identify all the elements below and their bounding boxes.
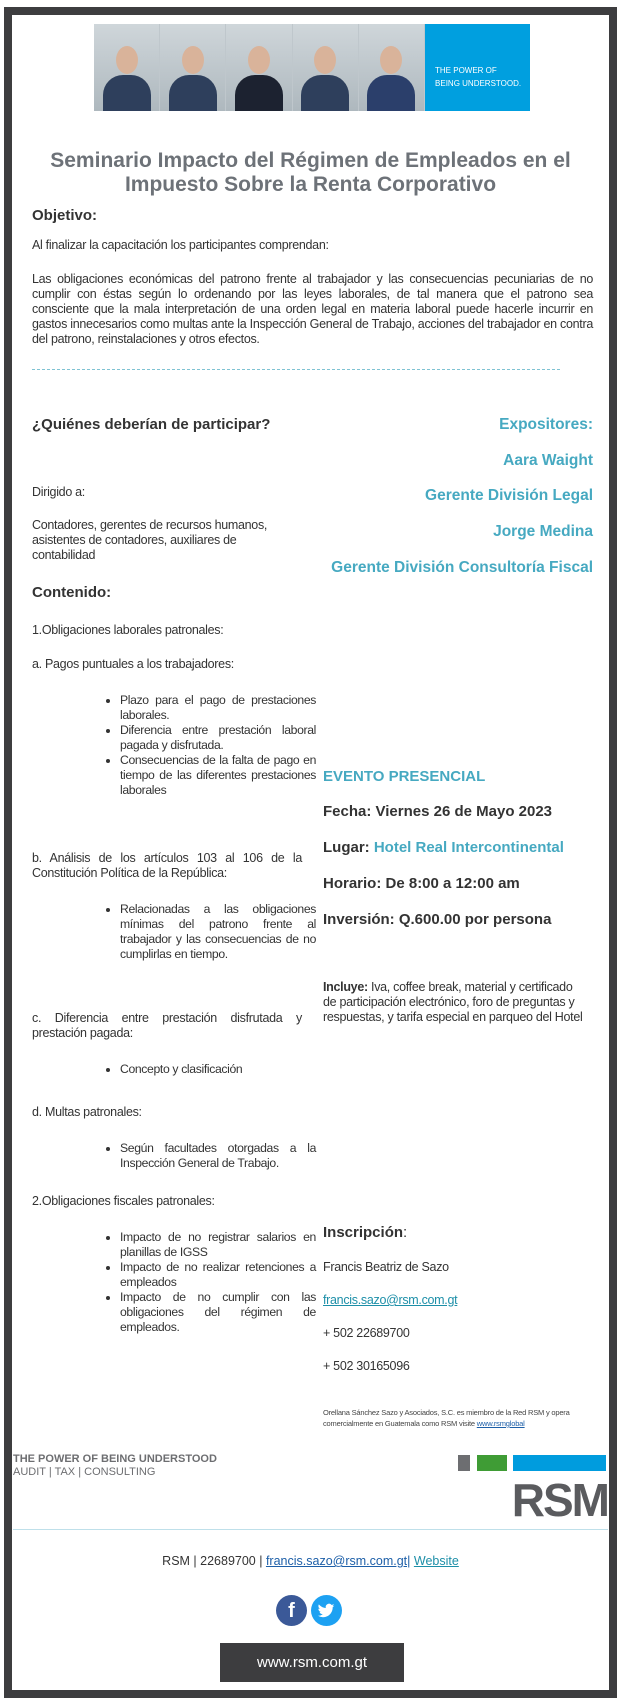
location-label: Lugar: [323,839,374,856]
item-a-label: a. Pagos puntuales a los trabajadores: [32,657,234,671]
divider [32,369,560,370]
rsmglobal-link[interactable]: www.rsmglobal [476,1419,525,1428]
banner-photo [94,24,160,111]
contact-phone: + 502 30165096 [323,1359,410,1373]
footer-contact-text: RSM | 22689700 | [162,1554,266,1568]
list-item: • Impacto de no registrar salarios en planillas de IGSS [120,1230,316,1260]
page-title [20,149,601,197]
item-c-list [106,1062,316,1077]
objetivo-body: Las obligaciones económicas del patrono frente al trabajador y las consecuencias pecuniarias de no cumplir con éstas según lo ordenando por las leyes laborales, de tal manera que el patrono sea consciente que la mala interpretación de una orden legal en materia laboral puede hacerle incurrir en gastos innecesarios como multas ante la Inspección General de Trabajo, acciones del trabajador en contra del patrono, reinstalaciones y otros efectos. [32,272,593,346]
item-d-list [106,1141,316,1171]
footer-contact [12,1554,609,1569]
tagline-line: BEING UNDERSTOOD. [435,79,522,88]
inscripcion-label: Inscripción [323,1224,404,1241]
speakers-heading: Expositores: [499,416,593,433]
list-item: • Consecuencias de la falta de pago en tiempo de las diferentes prestaciones laborales [120,753,316,798]
list-item: • Concepto y clasificación [120,1062,316,1077]
header-banner [94,24,530,111]
list-item: • Diferencia entre prestación laboral pagada y disfrutada. [120,723,316,753]
list-item: • Impacto de no cumplir con las obligaciones del régimen de empleados. [120,1290,316,1335]
dirigido-label: Dirigido a: [32,485,85,499]
contenido-heading: Contenido: [32,584,112,601]
website-link[interactable]: Website [413,1554,459,1568]
event-type: EVENTO PRESENCIAL [323,768,486,785]
tagline-text: THE POWER OF BEING UNDERSTOOD [13,1453,217,1465]
list-item: • Relacionadas a las obligaciones mínimas del patrono frente al trabajador y las consecuencias de no cumplirlas en tiempo. [120,902,316,962]
twitter-icon[interactable] [311,1595,342,1626]
item-d-label: d. Multas patronales: [32,1105,142,1119]
rsm-logo-blue-block [513,1455,606,1471]
footer-divider [13,1529,608,1530]
event-includes [323,980,588,1025]
title-line: Impuesto Sobre la Renta Corporativo [124,173,497,196]
event-price: Inversión: Q.600.00 por persona [323,911,552,928]
speaker-role: Gerente División Consultoría Fiscal [331,559,593,576]
banner-photo [293,24,359,111]
disclaimer-text: Orellana Sánchez Sazo y Asociados, S.C. es miembro de la Red RSM y opera comercialmente en Guatemala como RSM visite [323,1408,570,1428]
speaker-role: Gerente División Legal [425,487,593,504]
banner-photo [359,24,425,111]
banner-tagline [425,24,530,111]
tagline-line: THE POWER OF [435,66,497,75]
location-value: Hotel Real Intercontinental [373,839,564,856]
rsm-logo: RSM [511,1474,608,1526]
facebook-icon[interactable]: f [276,1595,307,1626]
rsm-logo-green-block [477,1455,507,1471]
disclaimer [323,1407,585,1429]
footer-email-link[interactable]: francis.sazo@rsm.com.gt| [265,1554,411,1568]
item-b-label: b. Análisis de los artículos 103 al 106 de la Constitución Política de la República: [32,851,302,880]
inscripcion-heading [323,1224,407,1242]
title-line: Seminario Impacto del Régimen de Empleados en el [50,149,571,172]
event-time: Horario: De 8:00 a 12:00 am [323,875,520,892]
includes-text: Iva, coffee break, material y certificado de participación electrónico, foro de preguntas y respuestas, y tarifa especial en parqueo del Hotel [323,980,583,1024]
contact-email-link[interactable]: francis.sazo@rsm.com.gt [323,1293,458,1307]
section-2-label: 2.Obligaciones fiscales patronales: [32,1194,215,1208]
contact-phone: + 502 22689700 [323,1326,410,1340]
services-text: AUDIT | TAX | CONSULTING [13,1466,156,1478]
rsm-logo-gray-block [458,1455,470,1471]
includes-label: Incluye: [323,980,368,994]
objetivo-heading: Objetivo: [32,207,98,224]
list-item: • Plazo para el pago de prestaciones laborales. [120,693,316,723]
speaker-name: Aara Waight [503,452,593,469]
event-date: Fecha: Viernes 26 de Mayo 2023 [323,803,553,820]
footer-tagline [13,1453,217,1479]
item-a-list [106,693,316,798]
banner-photo [226,24,292,111]
list-item: • Impacto de no realizar retenciones a empleados [120,1260,316,1290]
participants-heading: ¿Quiénes deberían de participar? [32,416,271,433]
contact-name: Francis Beatriz de Sazo [323,1260,449,1274]
item-c-label: c. Diferencia entre prestación disfrutada y prestación pagada: [32,1011,302,1040]
banner-photo [160,24,226,111]
colon: : [403,1224,408,1241]
section-1-label: 1.Obligaciones laborales patronales: [32,623,224,637]
speaker-name: Jorge Medina [493,523,593,540]
section-2-list [106,1230,316,1335]
event-location [323,839,564,857]
audience-text: Contadores, gerentes de recursos humanos, asistentes de contadores, auxiliares de contabilidad [32,518,268,562]
item-b-list [106,902,316,962]
objetivo-intro: Al finalizar la capacitación los participantes comprendan: [32,238,329,252]
list-item: • Según facultades otorgadas a la Inspección General de Trabajo. [120,1141,316,1171]
website-button[interactable]: www.rsm.com.gt [220,1643,404,1682]
